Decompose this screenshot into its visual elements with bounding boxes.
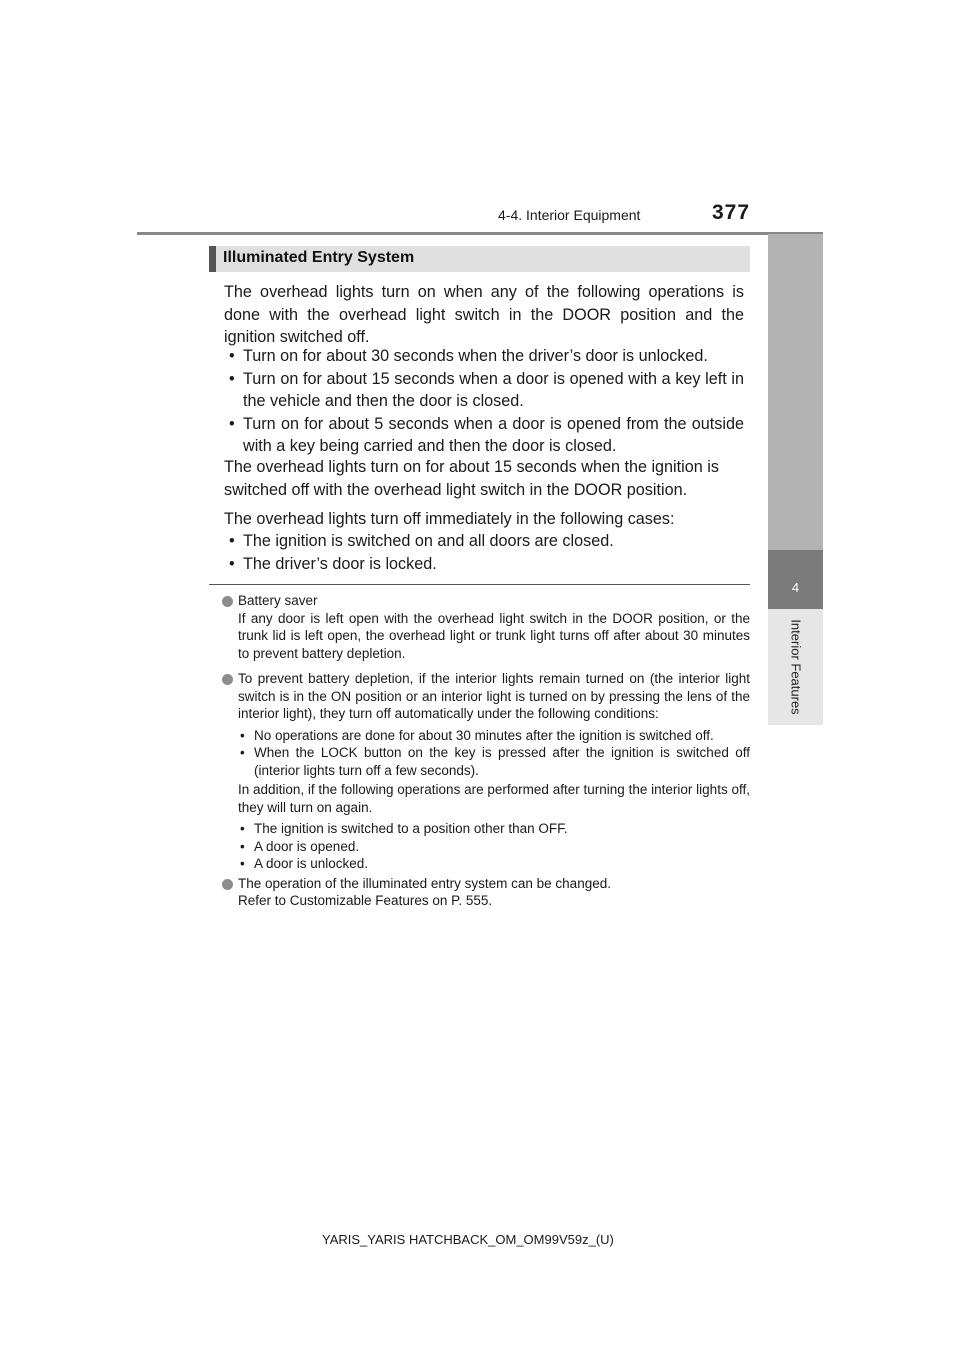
note-text: If any door is left open with the overhead light switch in the DOOR position, or the trunk lid is left open, the overhead light or trunk light turns off after about 30 minutes to prevent battery depletion. bbox=[238, 610, 750, 661]
on-conditions-list bbox=[224, 345, 744, 458]
note-reference: Refer to Customizable Features on P. 555. bbox=[238, 893, 493, 908]
note-customize bbox=[222, 875, 750, 910]
chapter-label-tab bbox=[768, 609, 823, 725]
list-item: • The ignition is switched to a position other than OFF. bbox=[240, 821, 568, 836]
chapter-label: Interior Features bbox=[788, 619, 803, 715]
depletion-conditions-list bbox=[222, 727, 750, 780]
list-item: • Turn on for about 30 seconds when the driver’s door is unlocked. bbox=[229, 347, 708, 365]
note-battery-saver bbox=[222, 592, 750, 662]
title-marker bbox=[209, 246, 216, 272]
note-text: To prevent battery depletion, if the interior lights remain turned on (the interior light switch is in the ON position or an interior light is turned on by pressing the lens of the interior light), they turn off automatically under the following conditions: bbox=[238, 671, 750, 721]
bullet-circle-icon bbox=[222, 879, 233, 890]
list-item: • Turn on for about 5 seconds when a door is opened from the outside with a key being carried and then the door is closed. bbox=[229, 414, 744, 455]
list-item: • The ignition is switched on and all doors are closed. bbox=[229, 532, 614, 550]
list-item: • A door is opened. bbox=[240, 838, 360, 854]
section-title-bar bbox=[209, 246, 750, 272]
bullet-circle-icon bbox=[222, 674, 233, 685]
list-item: • Turn on for about 15 seconds when a door is opened with a key left in the vehicle and then the door is closed. bbox=[229, 369, 744, 410]
page-number: 377 bbox=[712, 201, 751, 224]
side-tab-top bbox=[768, 234, 823, 550]
addition-text: In addition, if the following operations are performed after turning the interior lights off, they will turn on again. bbox=[238, 782, 750, 815]
note-text: The operation of the illuminated entry system can be changed. bbox=[238, 875, 611, 891]
footer-doc-id: YARIS_YARIS HATCHBACK_OM_OM99V59z_(U) bbox=[322, 1232, 614, 1247]
header-section-title: 4-4. Interior Equipment bbox=[498, 207, 641, 223]
list-item: • No operations are done for about 30 minutes after the ignition is switched off. bbox=[240, 727, 714, 743]
bullet-circle-icon bbox=[222, 596, 233, 607]
off-conditions-list bbox=[224, 530, 744, 575]
note-title: Battery saver bbox=[238, 593, 318, 608]
section-title: Illuminated Entry System bbox=[223, 249, 415, 266]
reactivate-conditions-list bbox=[222, 820, 750, 873]
turn-off-paragraph: The overhead lights turn off immediately in the following cases: bbox=[224, 510, 675, 528]
notes-section bbox=[222, 592, 750, 918]
intro-paragraph: The overhead lights turn on when any of the following operations is done with the overhead light switch in the DOOR position and the ignition switched off. bbox=[224, 283, 744, 346]
list-item: • When the LOCK button on the key is pressed after the ignition is switched off (interior lights turn off a few seconds). bbox=[240, 745, 750, 778]
header-divider bbox=[137, 232, 823, 235]
note-battery-depletion bbox=[222, 670, 750, 723]
list-item: • A door is unlocked. bbox=[240, 856, 369, 871]
chapter-number-tab: 4 bbox=[768, 550, 823, 609]
notes-divider bbox=[209, 584, 750, 585]
ignition-paragraph: The overhead lights turn on for about 15 seconds when the ignition is switched off with the overhead light switch in the DOOR position. bbox=[224, 458, 719, 499]
list-item: • The driver’s door is locked. bbox=[229, 554, 437, 573]
